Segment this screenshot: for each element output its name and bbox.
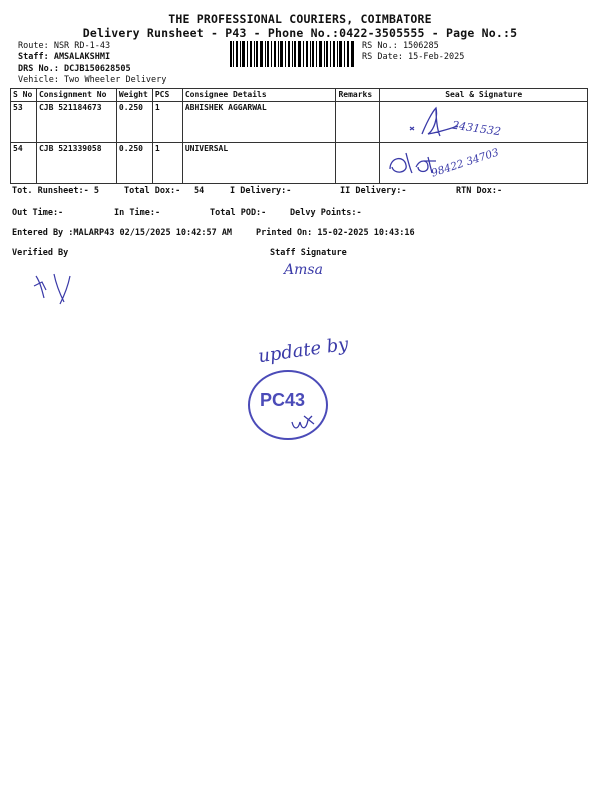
table-header-row — [11, 89, 588, 102]
tot-runsheet: Tot. Runsheet:- 5 — [12, 186, 99, 196]
route-text: Route: NSR RD-1-43 — [18, 41, 111, 51]
company-title: THE PROFESSIONAL COURIERS, COIMBATORE — [168, 12, 432, 26]
cell-remarks — [336, 143, 380, 184]
verified-signature — [30, 268, 80, 308]
cell-sno: 54 — [11, 143, 37, 184]
rs-date: RS Date: 15-Feb-2025 — [362, 52, 465, 62]
cell-weight: 0.250 — [116, 143, 152, 184]
in-time: In Time:- — [114, 208, 161, 218]
table-row — [11, 102, 588, 143]
pc43-stamp — [248, 370, 328, 440]
handwritten-update-note: update by — [256, 333, 350, 368]
barcode-image — [230, 41, 354, 67]
stamp-initials-scribble — [290, 412, 316, 434]
header-seal-signature: Seal & Signature — [380, 89, 588, 102]
header-weight: Weight — [116, 89, 152, 102]
runsheet-subtitle: Delivery Runsheet - P43 - Phone No.:0422-3505555 - Page No.:5 — [82, 26, 518, 40]
cell-consignment: CJB 521184673 — [36, 102, 116, 143]
rtn-dox: RTN Dox:- — [456, 186, 503, 196]
staff-text: Staff: AMSALAKSHMI — [18, 52, 111, 62]
cell-pcs: 1 — [152, 102, 182, 143]
i-delivery: I Delivery:- — [230, 186, 292, 196]
header-consignment: Consignment No — [36, 89, 116, 102]
cell-signature — [380, 143, 588, 184]
drs-text: DRS No.: DCJB150628505 — [18, 64, 131, 74]
total-dox-label: Total Dox:- — [124, 186, 181, 196]
header-sno: S No — [11, 89, 37, 102]
cell-consignment: CJB 521339058 — [36, 143, 116, 184]
total-pod: Total POD:- — [210, 208, 267, 218]
ii-delivery: II Delivery:- — [340, 186, 407, 196]
rs-number: RS No.: 1506285 — [362, 41, 439, 51]
vehicle-text: Vehicle: Two Wheeler Delivery — [18, 75, 167, 85]
cell-signature — [380, 102, 588, 143]
header-remarks: Remarks — [336, 89, 380, 102]
stamp-text: PC43 — [260, 390, 306, 410]
table-row — [11, 143, 588, 184]
cell-remarks — [336, 102, 380, 143]
verified-by-label: Verified By — [12, 248, 69, 258]
cell-pcs: 1 — [152, 143, 182, 184]
runsheet-table — [10, 88, 588, 184]
total-dox-value: 54 — [194, 186, 205, 196]
printed-on: Printed On: 15-02-2025 10:43:16 — [256, 228, 415, 238]
cell-weight: 0.250 — [116, 102, 152, 143]
signature-phone-note: 2431532 — [451, 118, 503, 139]
header-consignee: Consignee Details — [182, 89, 336, 102]
entered-by: Entered By :MALARP43 02/15/2025 10:42:57 AM — [12, 228, 233, 238]
staff-handwritten-signature: Amsa — [284, 262, 323, 278]
header-pcs: PCS — [152, 89, 182, 102]
cell-consignee: ABHISHEK AGGARWAL — [182, 102, 336, 143]
cell-sno: 53 — [11, 102, 37, 143]
out-time: Out Time:- — [12, 208, 64, 218]
signature-phone-note: 98422 34703 — [430, 146, 501, 180]
cell-consignee: UNIVERSAL — [182, 143, 336, 184]
staff-signature-label: Staff Signature — [270, 248, 347, 258]
delvy-points: Delvy Points:- — [290, 208, 362, 218]
